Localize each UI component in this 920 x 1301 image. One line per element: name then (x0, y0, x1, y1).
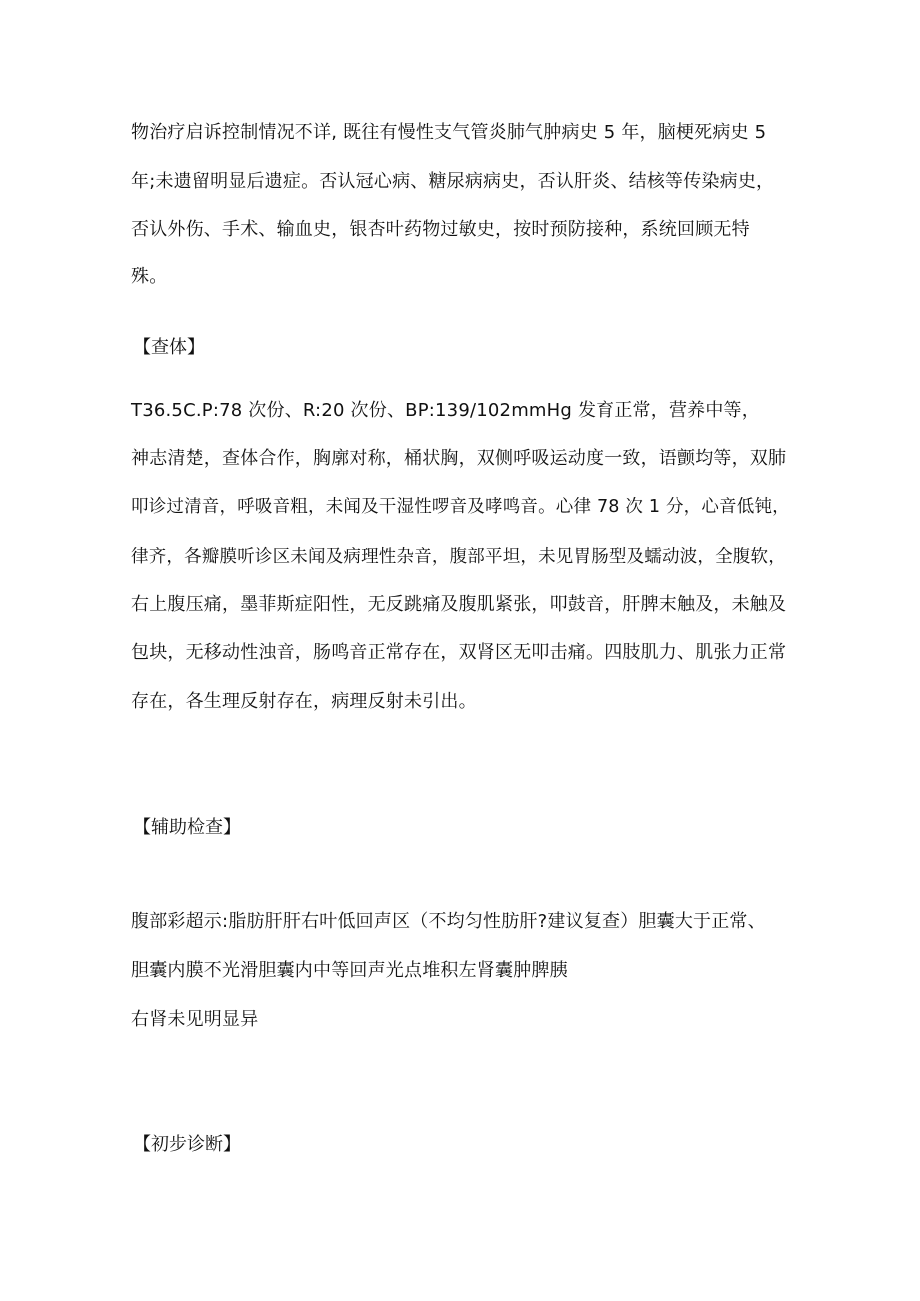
diagnosis-heading: 【初步诊断】 (133, 1134, 241, 1155)
exam-line: 右上腹压痛，墨菲斯症阳性，无反跳痛及腹肌紧张，叩鼓音，肝脾末触及，未触及 (131, 594, 787, 615)
history-line: 殊。 (131, 266, 168, 287)
history-line: 物治疗启诉控制情况不详, 既往有慢性支气管炎肺气肿病史 5 年，脑梗死病史 5 (131, 122, 767, 143)
exam-line: 存在，各生理反射存在，病理反射未引出。 (131, 691, 477, 712)
auxiliary-heading: 【辅助检查】 (133, 817, 241, 838)
exam-line: 叩诊过清音，呼吸音粗，未闻及干湿性啰音及哮鸣音。心律 78 次 1 分，心音低钝， (131, 497, 790, 517)
history-line: 否认外伤、手术、输血史，银杏叶药物过敏史，按时预防接种，系统回顾无特 (131, 219, 750, 240)
exam-heading: 【查体】 (133, 337, 205, 358)
auxiliary-line: 胆囊内膜不光滑胆囊内中等回声光点堆积左肾囊肿脾胰 (131, 960, 568, 981)
auxiliary-line: 腹部彩超示:脂肪肝肝右叶低回声区（不均匀性肪肝?建议复查）胆囊大于正常、 (131, 911, 766, 932)
auxiliary-line: 右肾未见明显异 (131, 1009, 259, 1030)
exam-line: 律齐，各瓣膜听诊区未闻及病理性杂音，腹部平坦，未见胃肠型及蠕动波，全腹软， (131, 547, 786, 567)
exam-line: 神志清楚，查体合作，胸廓对称，桶状胸，双侧呼吸运动度一致，语颤均等，双肺 (131, 448, 787, 469)
history-line: 年;未遗留明显后遗症。否认冠心病、糖尿病病史，否认肝炎、结核等传染病史， (131, 171, 775, 192)
exam-line: 包块，无移动性浊音，肠鸣音正常存在，双肾区无叩击痛。四肢肌力、肌张力正常 (131, 642, 787, 663)
exam-line: T36.5C.P:78 次份、R:20 次份、BP:139/102mmHg 发育正常，营养中等， (131, 400, 760, 421)
